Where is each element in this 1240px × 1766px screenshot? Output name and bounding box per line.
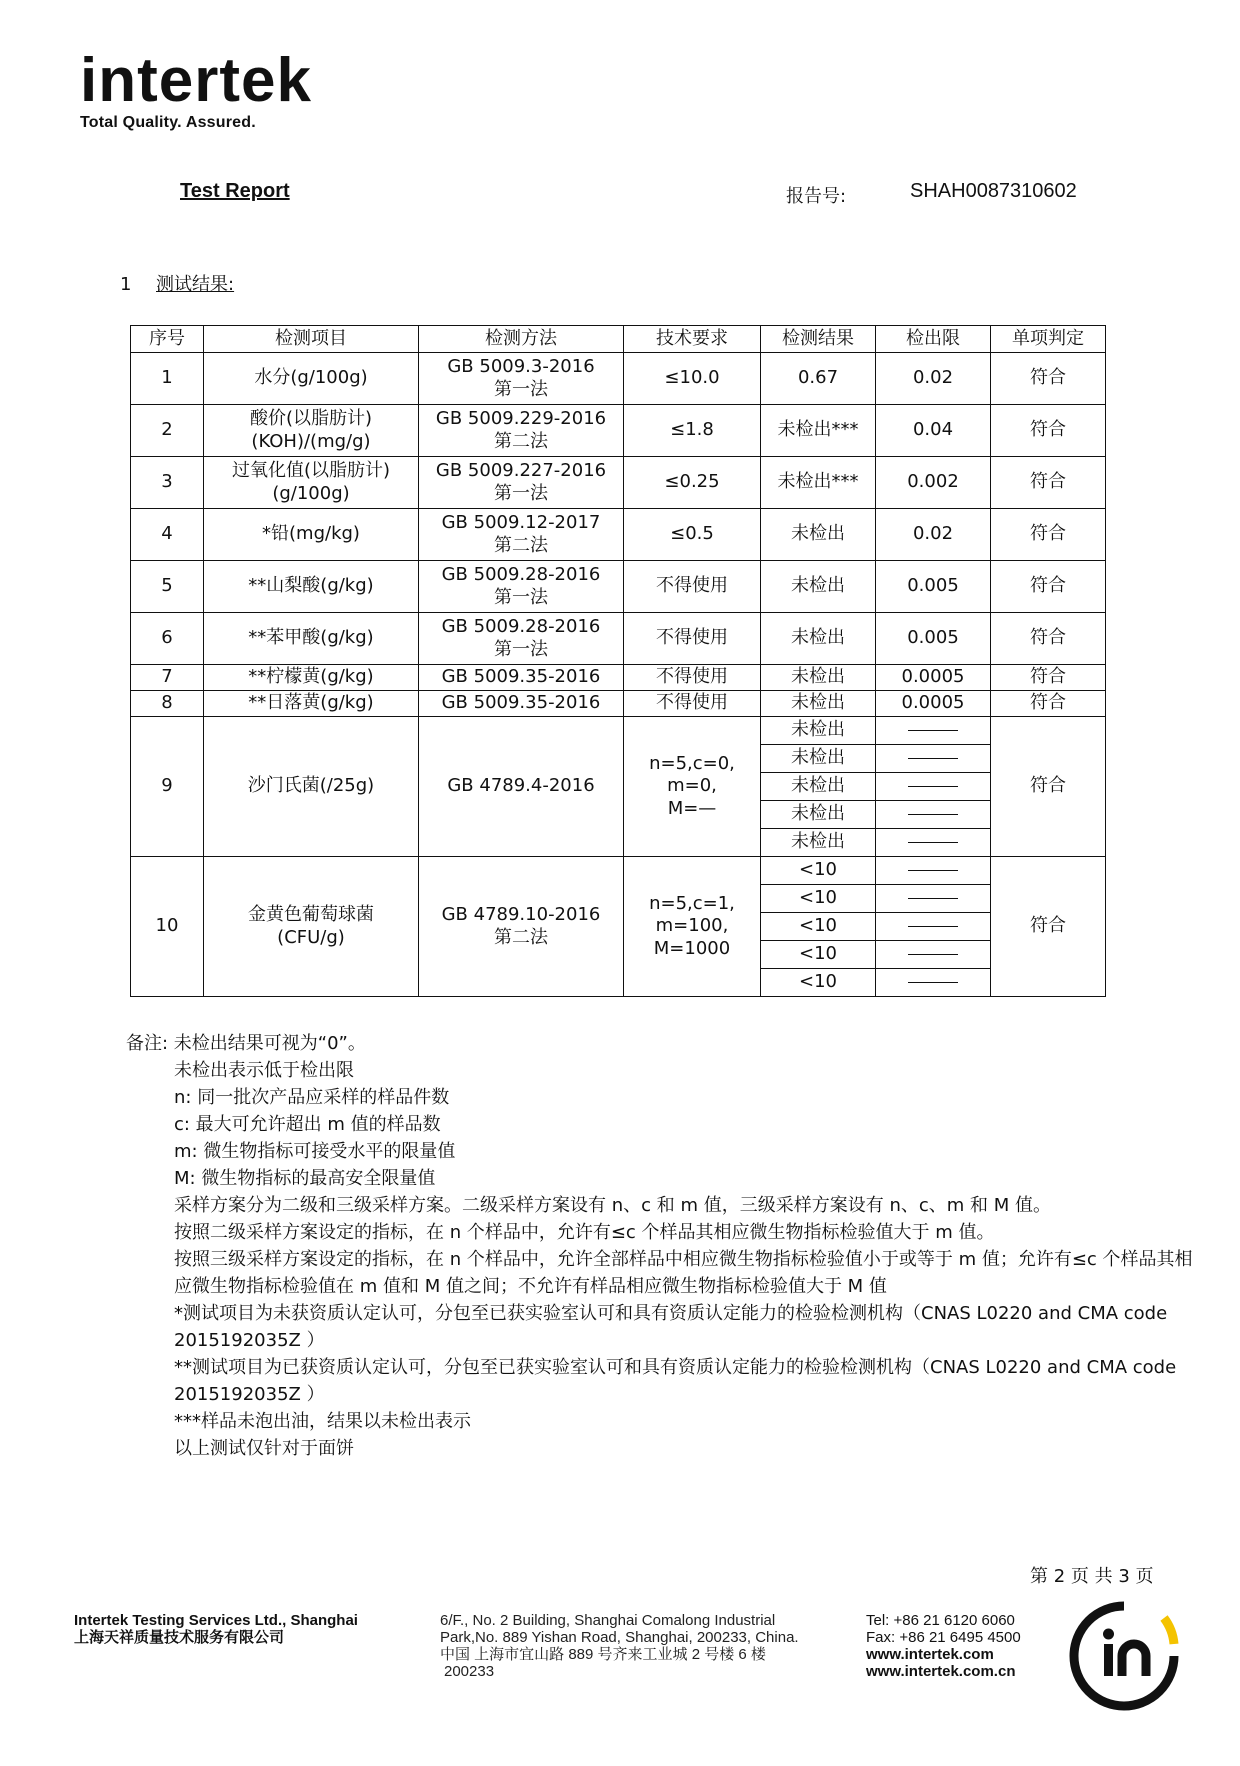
notes-lead: 备注: 未检出结果可视为“0”。: [126, 1033, 366, 1054]
report-number-label: 报告号:: [786, 186, 847, 207]
cell-detection-limit: 0.002: [876, 457, 991, 509]
cell-item: [204, 561, 419, 613]
cell-requirement-line: m=0,: [667, 775, 717, 797]
cell-detection-limit: [876, 829, 991, 857]
footer-contact: [866, 1612, 1021, 1680]
dash-mark: [908, 926, 958, 927]
cell-item: [204, 857, 419, 997]
table-row: [131, 665, 1106, 691]
cell-detection-limit: 0.04: [876, 405, 991, 457]
cell-verdict: 符合: [991, 509, 1106, 561]
note-line: n: 同一批次产品应采样的样品件数: [174, 1087, 450, 1108]
cell-verdict: 符合: [991, 405, 1106, 457]
cell-item-line: **苯甲酸(g/kg): [248, 627, 374, 649]
cell-requirement: [624, 717, 761, 857]
cell-method: [419, 457, 624, 509]
table-row: [131, 613, 1106, 665]
cell-method-line: 第一法: [494, 482, 548, 504]
cell-requirement-line: n=5,c=1,: [649, 892, 735, 914]
cell-requirement-line: m=100,: [655, 915, 729, 937]
cell-verdict: 符合: [991, 691, 1106, 717]
note-line: 未检出表示低于检出限: [174, 1060, 354, 1081]
cell-method-line: GB 4789.4-2016: [447, 775, 595, 797]
cell-item-line: (g/100g): [272, 482, 350, 504]
table-row: [131, 717, 1106, 745]
cell-detection-limit: [876, 773, 991, 801]
cell-item-line: **日落黄(g/kg): [248, 692, 374, 714]
notes-block: [126, 1030, 1204, 1462]
table-row: [131, 561, 1106, 613]
cell-no: 6: [131, 613, 204, 665]
cell-item-line: 金黄色葡萄球菌: [248, 904, 374, 925]
cell-requirement: [624, 613, 761, 665]
cell-item: [204, 353, 419, 405]
cell-item-line: **柠檬黄(g/kg): [248, 666, 374, 688]
cell-result: 未检出: [761, 773, 876, 801]
report-number: SHAH0087310602: [910, 180, 1077, 202]
note-line: m: 微生物指标可接受水平的限量值: [174, 1141, 456, 1162]
cell-result: 未检出: [761, 613, 876, 665]
cell-verdict: 符合: [991, 353, 1106, 405]
cell-detection-limit: [876, 885, 991, 913]
footer-company-en: Intertek Testing Services Ltd., Shanghai: [74, 1612, 358, 1629]
cell-detection-limit: [876, 745, 991, 773]
cell-method-line: GB 5009.3-2016: [447, 356, 595, 377]
cell-item-line: (CFU/g): [277, 926, 345, 948]
cell-result: <10: [761, 913, 876, 941]
cell-method-line: GB 5009.227-2016: [435, 460, 607, 481]
header-item: 检测项目: [204, 326, 419, 353]
cell-result: <10: [761, 941, 876, 969]
dash-mark: [908, 758, 958, 759]
footer-address-line: 200233: [444, 1663, 495, 1680]
cell-method: [419, 665, 624, 691]
cell-result: 未检出: [761, 717, 876, 745]
cell-method-line: GB 5009.35-2016: [441, 692, 601, 714]
cell-detection-limit: [876, 717, 991, 745]
cell-item-line: 过氧化值(以脂肪计): [231, 460, 391, 481]
cell-requirement: [624, 457, 761, 509]
table-header-row: [131, 326, 1106, 353]
section-title: 测试结果:: [156, 274, 235, 295]
cell-detection-limit: [876, 941, 991, 969]
table-row: [131, 509, 1106, 561]
cell-result: 未检出: [761, 745, 876, 773]
cell-requirement: [624, 561, 761, 613]
header-requirement: 技术要求: [624, 326, 761, 353]
cell-item: [204, 691, 419, 717]
dash-mark: [908, 982, 958, 983]
cell-no: 5: [131, 561, 204, 613]
cell-detection-limit: 0.02: [876, 509, 991, 561]
cell-item-line: **山梨酸(g/kg): [248, 575, 374, 597]
note-line: 采样方案分为二级和三级采样方案。二级采样方案设有 n、c 和 m 值，三级采样方案设有 n、c、m 和 M 值。: [174, 1195, 1051, 1216]
cell-requirement: [624, 509, 761, 561]
logo-tagline: Total Quality. Assured.: [80, 114, 256, 131]
cell-requirement-line: 不得使用: [656, 575, 728, 597]
cell-requirement-line: 不得使用: [656, 627, 728, 649]
footer-company: [74, 1612, 358, 1646]
page-number: 第 2 页 共 3 页: [1030, 1566, 1154, 1587]
cell-method: [419, 509, 624, 561]
intertek-in-badge-icon: [1068, 1600, 1180, 1712]
cell-method: [419, 691, 624, 717]
report-title: Test Report: [180, 180, 290, 202]
cell-detection-limit: 0.005: [876, 613, 991, 665]
note-line: **测试项目为已获资质认定认可，分包至已获实验室认可和具有资质认定能力的检验检测机构（CNAS L0220 and CMA code 2015192035Z ）: [174, 1357, 1177, 1405]
table-row: [131, 691, 1106, 717]
cell-no: 8: [131, 691, 204, 717]
cell-method-line: 第一法: [494, 586, 548, 608]
cell-method-line: 第二法: [494, 430, 548, 452]
cell-detection-limit: [876, 801, 991, 829]
cell-item: [204, 509, 419, 561]
cell-result: 未检出: [761, 665, 876, 691]
table-row: [131, 857, 1106, 885]
cell-no: 7: [131, 665, 204, 691]
header-detection-limit: 检出限: [876, 326, 991, 353]
cell-method-line: GB 5009.28-2016: [441, 564, 601, 585]
cell-requirement-line: ≤1.8: [670, 419, 714, 441]
cell-result: 未检出: [761, 691, 876, 717]
header-verdict: 单项判定: [991, 326, 1106, 353]
table-row: [131, 405, 1106, 457]
cell-method: [419, 405, 624, 457]
cell-result: 0.67: [761, 353, 876, 405]
footer-company-cn: 上海天祥质量技术服务有限公司: [74, 1629, 285, 1646]
table-row: [131, 353, 1106, 405]
cell-result: <10: [761, 857, 876, 885]
dash-mark: [908, 814, 958, 815]
cell-item: [204, 457, 419, 509]
cell-item-line: *铅(mg/kg): [262, 523, 360, 545]
cell-result: 未检出: [761, 561, 876, 613]
cell-result: 未检出***: [761, 405, 876, 457]
section-number: 1: [120, 274, 132, 295]
cell-method: [419, 613, 624, 665]
cell-verdict: 符合: [991, 717, 1106, 857]
cell-item-line: (KOH)/(mg/g): [251, 430, 371, 452]
cell-verdict: 符合: [991, 665, 1106, 691]
cell-item-line: 水分(g/100g): [254, 367, 368, 389]
cell-method: [419, 561, 624, 613]
cell-requirement-line: ≤0.5: [670, 523, 714, 545]
cell-method: [419, 857, 624, 997]
cell-item: [204, 405, 419, 457]
cell-item: [204, 665, 419, 691]
cell-result: 未检出: [761, 829, 876, 857]
cell-requirement-line: n=5,c=0,: [649, 752, 735, 774]
cell-no: 10: [131, 857, 204, 997]
dash-mark: [908, 870, 958, 871]
note-line: 按照三级采样方案设定的指标，在 n 个样品中，允许全部样品中相应微生物指标检验值小于或等于 m 值；允许有≤c 个样品其相应微生物指标检验值在 m 值和 M 值之间；不允许有样品相应微生物指标检验值大于 M 值: [174, 1249, 1193, 1297]
footer-web-link[interactable]: www.intertek.com: [866, 1646, 994, 1663]
cell-method: [419, 717, 624, 857]
cell-item: [204, 717, 419, 857]
cell-requirement: [624, 405, 761, 457]
table-row: [131, 457, 1106, 509]
footer-address-line: Park,No. 889 Yishan Road, Shanghai, 200233, China.: [440, 1629, 799, 1646]
header-result: 检测结果: [761, 326, 876, 353]
cell-no: 2: [131, 405, 204, 457]
cell-method-line: GB 5009.229-2016: [435, 408, 607, 429]
cell-requirement: [624, 353, 761, 405]
cell-method-line: GB 5009.28-2016: [441, 616, 601, 637]
cell-result: 未检出***: [761, 457, 876, 509]
cell-detection-limit: 0.0005: [876, 691, 991, 717]
intertek-logo: [80, 46, 312, 132]
cell-verdict: 符合: [991, 857, 1106, 997]
footer-address-line: 6/F., No. 2 Building, Shanghai Comalong Industrial: [440, 1612, 776, 1629]
cell-requirement-line: 不得使用: [656, 666, 728, 688]
dash-mark: [908, 842, 958, 843]
cell-detection-limit: [876, 969, 991, 997]
cell-detection-limit: [876, 913, 991, 941]
cell-requirement-line: 不得使用: [656, 692, 728, 714]
note-line: ***样品未泡出油，结果以未检出表示: [174, 1411, 471, 1432]
cell-method-line: 第一法: [494, 378, 548, 400]
cell-no: 9: [131, 717, 204, 857]
logo-wordmark: intertek: [80, 46, 312, 115]
cell-method-line: GB 5009.35-2016: [441, 666, 601, 688]
note-line: 以上测试仅针对于面饼: [174, 1438, 354, 1459]
cell-method-line: 第二法: [494, 926, 548, 948]
note-line: 按照二级采样方案设定的指标，在 n 个样品中，允许有≤c 个样品其相应微生物指标检验值大于 m 值。: [174, 1222, 995, 1243]
cell-verdict: 符合: [991, 613, 1106, 665]
test-results-table: [130, 325, 1106, 997]
cell-requirement: [624, 857, 761, 997]
footer-address-line: 中国 上海市宜山路 889 号齐来工业城 2 号楼 6 楼: [440, 1646, 766, 1663]
dash-mark: [908, 954, 958, 955]
cell-requirement: [624, 691, 761, 717]
cell-result: <10: [761, 969, 876, 997]
cell-requirement-line: ≤10.0: [664, 367, 720, 389]
header-method: 检测方法: [419, 326, 624, 353]
cell-no: 4: [131, 509, 204, 561]
footer-address: [440, 1612, 799, 1680]
cell-method-line: GB 4789.10-2016: [441, 904, 601, 925]
cell-method-line: 第二法: [494, 534, 548, 556]
cell-method-line: 第一法: [494, 638, 548, 660]
cell-method-line: GB 5009.12-2017: [441, 512, 601, 533]
cell-item: [204, 613, 419, 665]
cell-verdict: 符合: [991, 457, 1106, 509]
cell-requirement-line: M=—: [667, 797, 717, 819]
dash-mark: [908, 898, 958, 899]
section-heading: [120, 270, 234, 296]
cell-item-line: 酸价(以脂肪计): [249, 408, 373, 429]
cell-requirement-line: M=1000: [653, 937, 731, 959]
dash-mark: [908, 786, 958, 787]
footer-tel: Tel: +86 21 6120 6060: [866, 1612, 1015, 1629]
cell-requirement: [624, 665, 761, 691]
cell-method: [419, 353, 624, 405]
note-line: *测试项目为未获资质认定认可，分包至已获实验室认可和具有资质认定能力的检验检测机构（CNAS L0220 and CMA code 2015192035Z ）: [174, 1303, 1168, 1351]
note-line: M: 微生物指标的最高安全限量值: [174, 1168, 436, 1189]
footer-fax: Fax: +86 21 6495 4500: [866, 1629, 1021, 1646]
cell-result: <10: [761, 885, 876, 913]
cell-item-line: 沙门氏菌(/25g): [247, 775, 375, 797]
footer-web-link-cn[interactable]: www.intertek.com.cn: [866, 1663, 1016, 1680]
cell-no: 3: [131, 457, 204, 509]
cell-verdict: 符合: [991, 561, 1106, 613]
cell-detection-limit: [876, 857, 991, 885]
header-no: 序号: [131, 326, 204, 353]
cell-result: 未检出: [761, 801, 876, 829]
cell-detection-limit: 0.005: [876, 561, 991, 613]
note-line: c: 最大可允许超出 m 值的样品数: [174, 1114, 441, 1135]
cell-result: 未检出: [761, 509, 876, 561]
cell-no: 1: [131, 353, 204, 405]
cell-detection-limit: 0.0005: [876, 665, 991, 691]
dash-mark: [908, 730, 958, 731]
cell-detection-limit: 0.02: [876, 353, 991, 405]
cell-requirement-line: ≤0.25: [664, 471, 720, 493]
